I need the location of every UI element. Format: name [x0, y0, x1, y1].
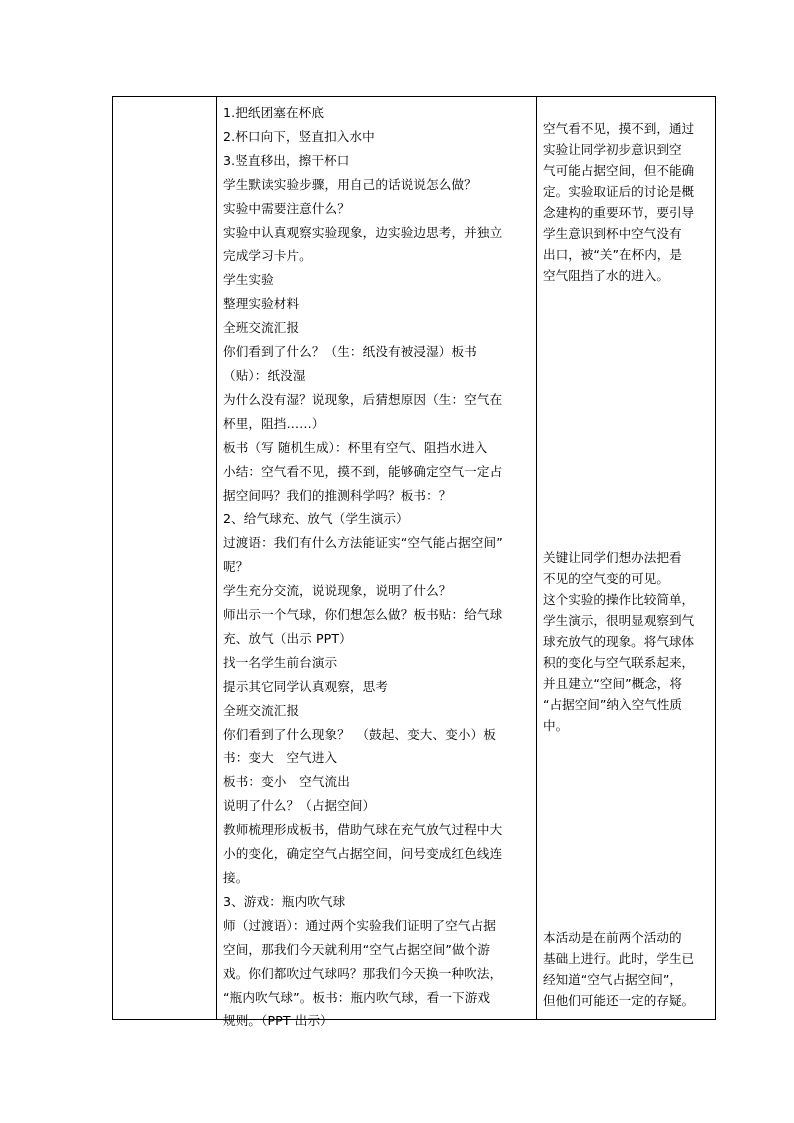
note-paragraph [543, 118, 711, 286]
note-line: 关键让同学们想办法把看 [543, 550, 682, 565]
note-line: 积的变化与空气联系起来， [543, 655, 695, 670]
procedure-line: 板书（写 随机生成）：杯里有空气、阻挡水进入 [223, 439, 488, 455]
note-line: 实验让同学初步意识到空 [543, 142, 682, 157]
procedure-line: 学生充分交流，说说现象，说明了什么？ [223, 583, 452, 599]
procedure-line: 学生实验 [223, 272, 274, 288]
procedure-line: 过渡语：我们有什么方法能证实“空气能占据空间” [223, 535, 503, 551]
procedure-column [217, 97, 537, 1029]
procedure-line: 戏。你们都吹过气球吗？那我们今天换一种吹法， [223, 965, 503, 981]
procedure-line: “瓶内吹气球”。板书：瓶内吹气球，看一下游戏 [223, 989, 491, 1005]
note-line: 这个实验的操作比较简单， [543, 592, 695, 607]
note-line: 学生演示，很明显观察到气 [543, 613, 695, 628]
procedure-line: 3、游戏：瓶内吹气球 [223, 893, 346, 909]
procedure-line: 实验中认真观察实验现象，边实验边思考，并独立 [223, 224, 503, 240]
procedure-line: 空间，那我们今天就利用“空气占据空间”做个游 [223, 941, 491, 957]
note-line: “占据空间”纳入空气性质 [543, 697, 682, 712]
procedure-line: 教师梳理形成板书，借助气球在充气放气过程中大 [223, 822, 503, 838]
note-line: 念建构的重要环节，要引导 [543, 205, 695, 220]
note-line: 本活动是在前两个活动的 [543, 930, 682, 945]
procedure-line: 全班交流汇报 [223, 702, 300, 718]
procedure-line: 2、给气球充、放气（学生演示） [223, 511, 409, 527]
note-line: 球充放气的现象。将气球体 [543, 634, 695, 649]
procedure-line: 小结：空气看不见，摸不到，能够确定空气一定占 [223, 463, 503, 479]
note-line: 经知道“空气占据空间”， [543, 972, 682, 987]
procedure-line: 呢？ [223, 559, 249, 575]
procedure-line: 为什么没有湿？说现象，后猜想原因（生：空气在 [223, 391, 503, 407]
procedure-line: 提示其它同学认真观察，思考 [223, 678, 389, 694]
note-paragraph [543, 927, 711, 1011]
note-line: 并且建立“空间”概念，将 [543, 676, 682, 691]
note-line: 但他们可能还一定的存疑。 [543, 993, 695, 1008]
procedure-line: 杯里，阻挡……） [223, 415, 325, 431]
procedure-line: 接。 [223, 870, 249, 885]
procedure-line: 说明了什么？（占据空间） [223, 798, 376, 814]
procedure-line: 师（过渡语）：通过两个实验我们证明了空气占据 [223, 917, 496, 933]
note-line: 中。 [543, 718, 569, 733]
procedure-line: 师出示一个气球，你们想怎么做？板书贴：给气球 [223, 607, 503, 623]
procedure-line: 板书：变小 空气流出 [223, 774, 350, 790]
note-paragraph [543, 547, 711, 736]
note-line: 出口，被“关”在杯内，是 [543, 247, 682, 262]
procedure-line: 据空间吗？我们的推测科学吗？板书：？ [223, 487, 452, 503]
procedure-line: 实验中需要注意什么？ [223, 200, 350, 216]
note-line: 不见的空气变的可见。 [543, 571, 669, 586]
procedure-line: 小的变化，确定空气占据空间，问号变成红色线连 [223, 846, 503, 862]
note-line: 气可能占据空间，但不能确 [543, 163, 695, 178]
procedure-line: 找一名学生前台演示 [223, 654, 338, 670]
note-line: 定。实验取证后的讨论是概 [543, 184, 695, 199]
procedure-line: （贴）：纸没湿 [223, 367, 306, 383]
procedure-line: 全班交流汇报 [223, 320, 300, 336]
note-line: 空气阻挡了水的进入。 [543, 268, 669, 283]
note-line: 基础上进行。此时，学生已 [543, 951, 695, 966]
procedure-line: 2.杯口向下，竖直扣入水中 [223, 128, 375, 144]
procedure-line: 书：变大 空气进入 [223, 750, 338, 766]
procedure-line: 3.竖直移出，擦干杯口 [223, 152, 350, 168]
procedure-line: 整理实验材料 [223, 296, 300, 312]
stage-column [113, 97, 217, 1019]
procedure-line: 你们看到了什么现象？ （鼓起、变大、变小）板 [223, 726, 496, 742]
procedure-line: 完成学习卡片。 [223, 248, 312, 264]
procedure-line: 学生默读实验步骤，用自己的话说说怎么做？ [223, 176, 477, 192]
procedure-line: 规则。（PPT 出示） [223, 1013, 333, 1029]
procedure-line: 充、放气（出示 PPT） [223, 630, 352, 646]
note-line: 空气看不见，摸不到，通过 [543, 121, 695, 136]
procedure-line: 1.把纸团塞在杯底 [223, 105, 325, 120]
lesson-plan-table [112, 96, 716, 1029]
design-intent-column [537, 97, 715, 1019]
note-line: 学生意识到杯中空气没有 [543, 226, 682, 241]
procedure-line: 你们看到了什么？（生：纸没有被浸湿）板书 [223, 344, 477, 360]
